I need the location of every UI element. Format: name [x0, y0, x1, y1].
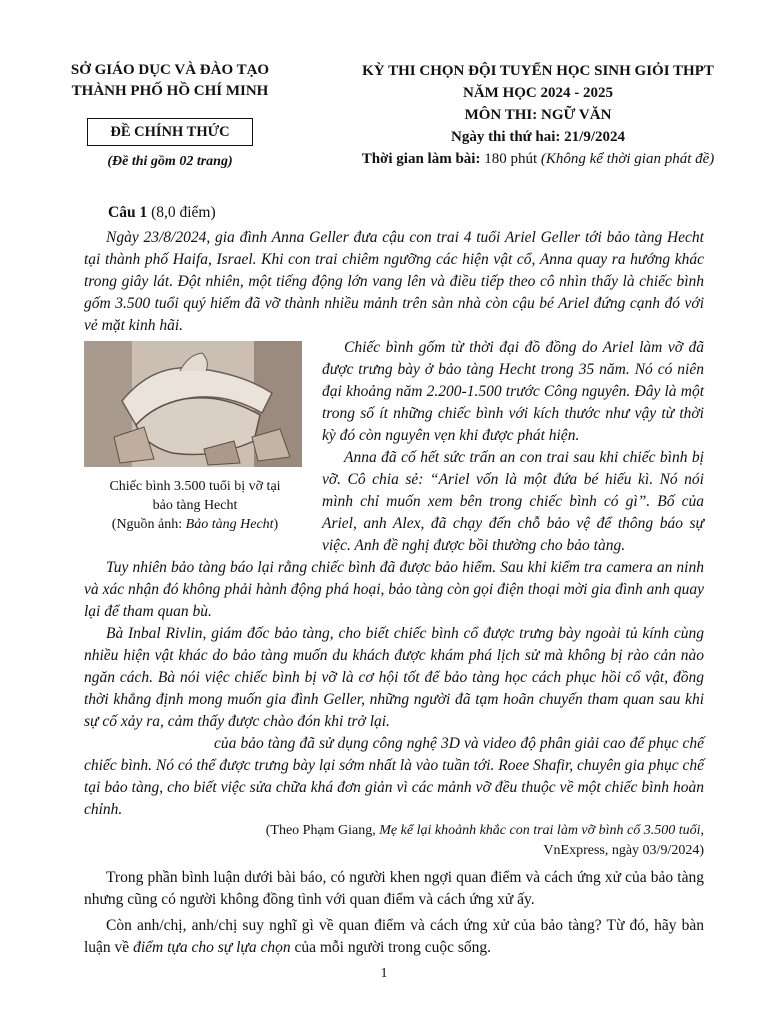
time-label: Thời gian làm bài:	[361, 151, 481, 167]
prompt-paragraph-2	[84, 915, 704, 959]
time-note: (Không kể thời gian phát đề)	[540, 151, 715, 167]
citation-line-1	[84, 821, 704, 841]
prompt-text-end: của mỗi người trong cuộc sống.	[290, 939, 492, 956]
caption-source-prefix: (Nguồn ảnh:	[111, 517, 186, 532]
citation-prefix: (Theo Phạm Giang,	[265, 823, 380, 838]
exam-date: Ngày thi thứ hai: 21/9/2024	[450, 129, 626, 145]
header-right	[318, 60, 758, 170]
article-paragraph-4: Tuy nhiên bảo tàng báo lại rằng chiếc bình đã được bảo hiểm. Sau khi kiểm tra camera an ninh và xác nhận đó không phải hành động phá hoại, bảo tàng còn gọi điện thoại mời gia đình anh quay lại để tham quan bù.	[84, 559, 704, 620]
article-paragraph-2: Chiếc bình gốm từ thời đại đồ đồng do Ariel làm vỡ đã được trưng bày ở bảo tàng Hecht trong 35 năm. Nó có niên đại khoảng năm 2.200-1.500 trước Công nguyên. Đây là một trong số ít những chiếc bình với kích thước như vậy từ thời kỳ đó còn nguyên vẹn khi được phát hiện.	[322, 339, 704, 444]
prompt-paragraph-1: Trong phần bình luận dưới bài báo, có người khen ngợi quan điểm và cách ứng xử của bảo tàng nhưng cũng có người không đồng tình với quan điểm và cách ứng xử ấy.	[84, 869, 704, 908]
citation-comma: ,	[700, 823, 704, 838]
caption-line-1: Chiếc bình 3.500 tuổi bị vỡ tại	[109, 479, 281, 494]
school-year: NĂM HỌC 2024 - 2025	[463, 85, 613, 101]
citation-title: Mẹ kể lại khoảnh khắc con trai làm vỡ bình cổ 3.500 tuổi	[379, 823, 701, 838]
article-paragraph-1: Ngày 23/8/2024, gia đình Anna Geller đưa cậu con trai 4 tuổi Ariel Geller tới bảo tàng Hecht tại thành phố Haifa, Israel. Khi con trai chiêm ngưỡng các hiện vật cổ, Anna quay ra hướng khác trong giây lát. Đột nhiên, một tiếng động lớn vang lên và điều tiếp theo cô nhìn thấy là chiếc bình gốm 3.500 tuổi quý hiếm đã vỡ thành nhiều mảnh trên sàn nhà còn cậu bé Ariel đứng cạnh đó với vẻ mặt kinh hãi.	[84, 229, 704, 334]
article-paragraph-6: của bảo tàng đã sử dụng công nghệ 3D và video độ phân giải cao để phục chế chiếc bình. Nó có thể được trưng bày lại sớm nhất là vào tuần tới. Roee Shafir, chuyên gia phục chế tại bảo tàng, cho biết việc sửa chữa khá đơn giản vì các mảnh vỡ đều thuộc về một chiếc bình hoàn chỉnh.	[84, 735, 704, 818]
figure-caption	[84, 477, 306, 534]
citation-line-2: VnExpress, ngày 03/9/2024)	[543, 843, 704, 858]
department-name-line1: SỞ GIÁO DỤC VÀ ĐÀO TẠO	[70, 62, 270, 78]
department-name-line2: THÀNH PHỐ HỒ CHÍ MINH	[71, 83, 269, 99]
question-heading	[84, 202, 704, 224]
question-points: (8,0 điểm)	[147, 204, 216, 221]
official-exam-label: ĐỀ CHÍNH THỨC	[87, 118, 252, 146]
article-paragraph-3: Anna đã cố hết sức trấn an con trai sau khi chiếc bình bị vỡ. Cô chia sẻ: “Ariel vốn là một đứa bé hiếu kì. Nó nói mình chỉ muốn xem bên trong chiếc bình có gì”. Bố của Ariel, anh Alex, đã chạy đến chỗ bảo vệ để thông báo sự việc. Anh đề nghị được bồi thường cho bảo tàng.	[322, 449, 704, 554]
time-limit	[318, 148, 758, 170]
figure	[84, 341, 306, 534]
exam-title: KỲ THI CHỌN ĐỘI TUYỂN HỌC SINH GIỎI THPT	[362, 63, 714, 79]
caption-source-suffix: )	[273, 517, 279, 532]
prompt-text-start: Còn anh/chị, anh/chị suy nghĩ gì về quan điểm và cách ứng xử của bảo tàng? Từ đó, hãy bàn luận về	[84, 917, 704, 956]
caption-source	[84, 515, 306, 534]
subject: MÔN THI: NGỮ VĂN	[464, 107, 612, 123]
caption-line-2: bảo tàng Hecht	[152, 498, 238, 513]
time-value: 180 phút	[480, 151, 541, 167]
broken-vase-photo	[84, 341, 302, 467]
pages-note: (Đề thi gồm 02 trang)	[107, 154, 233, 169]
page-number: 1	[380, 966, 388, 981]
main-content	[84, 202, 704, 959]
article-paragraph-5: Bà Inbal Rivlin, giám đốc bảo tàng, cho biết chiếc bình cổ được trưng bày ngoài tủ kính cùng nhiều hiện vật khác do bảo tàng muốn du khách được khám phá lịch sử mà không bị rào cản nào ngăn cách. Bà nói việc chiếc bình bị vỡ là cơ hội tốt để bảo tàng học cách phục hồi cổ vật, đồng thời khẳng định mong muốn gia đình Geller, những người đã tạm hoãn chuyến tham quan sau khi sự cố xảy ra, cảm thấy được chào đón khi trở lại.	[84, 625, 704, 730]
caption-source-name: Bảo tàng Hecht	[185, 517, 274, 532]
header-left	[40, 60, 300, 170]
prompt-emphasis: điểm tựa cho sự lựa chọn	[133, 939, 291, 956]
question-number: Câu 1	[108, 204, 148, 221]
